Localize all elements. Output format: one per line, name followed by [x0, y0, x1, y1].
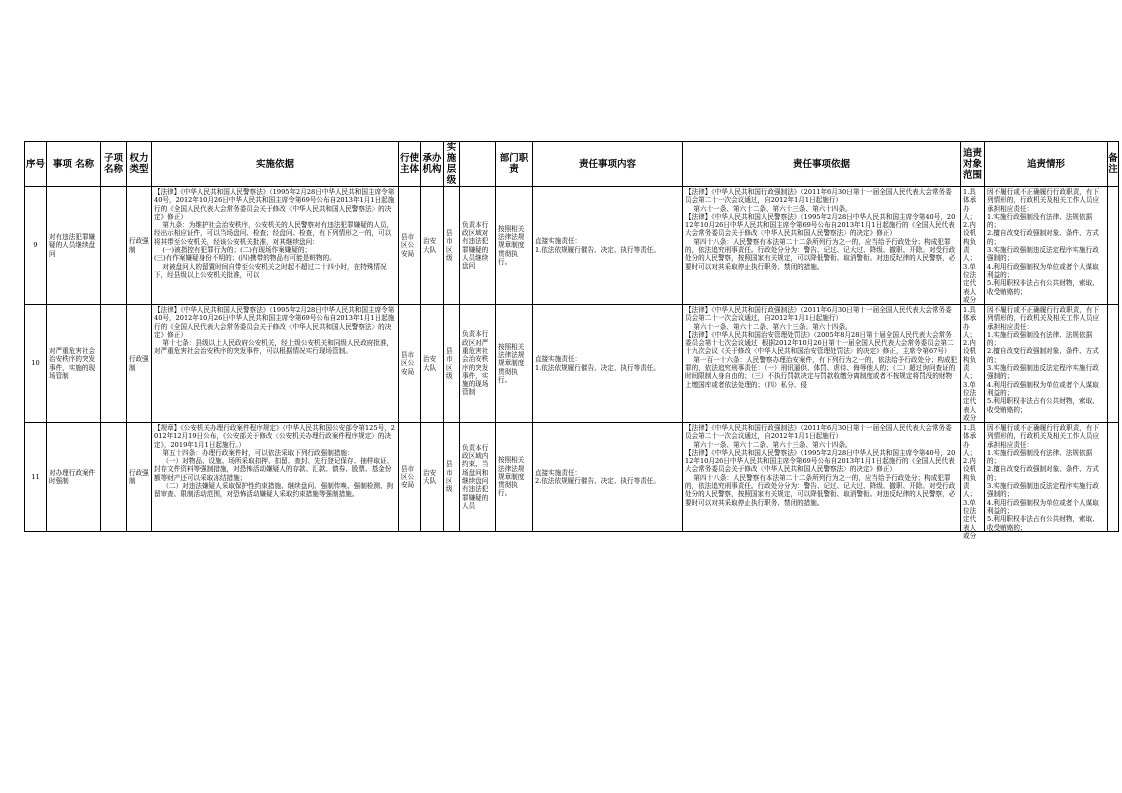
row-basis: 【规章】《公安机关办理行政案件程序规定》（中华人民共和国公安部令第125号，2012年12月19日公布，《公安部关于修改〈公安机关办理行政案件程序规定〉的决定》，2019年1月1日起施行。） 第五十四条：办理行政案件时，可以依法采取下列行政强制措施： （一）对物品、设施、场所采取扣押、扣留、查封、先行登记保存、抽样取证、封存文件资料等强制措施，对恐怖活动嫌疑人的存款、汇款、债券、股票、基金份额等财产还可以采取冻结措施； （二）对违法嫌疑人采取保护性约束措施、继续盘问、强制传唤、强制检测、拘留审查、限制活动范围，对恐怖活动嫌疑人采取约束措施等强制措施。	[154, 424, 395, 499]
row-scope: 1.具体承办人； 2.内设机构负责人； 3.单位法定代表人或分	[963, 306, 977, 422]
row-resp-basis: 【法律】《中华人民共和国行政强制法》（2011年6月30日第十一届全国人民代表大会常务委员会第二十一次会议通过，自2012年1月1日起施行） 第六十一条、第六十二条、第六十三条、第六十四条。 【法律】《中华人民共和国人民警察法》（1995年2月28日中华人民共和国主席令第40号，2012年10月26日中华人民共和国主席令第69号公布自2013年1月1日起施行的《全国人民代表大会常务委员会关于修改〈中华人民共和国人民警察法〉的决定》修正） 第四十八条：人民警察有本法第二十二条所列行为之一的，应当给予行政处分；构成犯罪的，依法追究刑事责任。行政处分分为：警告、记过、记大过、降级、撤职、开除。对受行政处分的人民警察，按照国家有关规定，可以降低警衔、取消警衔。对违反纪律的人民警察，必要时可以对其采取停止执行职务、禁闭的措施。	[685, 188, 956, 271]
header-row	[25, 142, 1119, 187]
row-duty: 按照相关法律法规规章制度贯彻执行。	[498, 342, 525, 384]
table-row	[25, 423, 1119, 532]
row-item-name: 对办理行政案件时强制	[49, 468, 96, 485]
row-resp-basis: 【法律】《中华人民共和国行政强制法》（2011年6月30日第十一届全国人民代表大会常务委员会第二十一次会议通过，自2012年1月1日起施行） 第六十一条、第六十二条、第六十三条、第六十四条。 【法律】《中华人民共和国治安管理处罚法》（2005年8月28日第十届全国人民代表大会常务委员会第十七次会议通过 根据2012年10月26日第十一届全国人民代表大会常务委员会第二十九次会议《关于修改〈中华人民共和国治安管理处罚法〉的决定》修正，主席令第67号） 第一百一十六条：人民警察办理治安案件，有下列行为之一的，依法给予行政处分；构成犯罪的，依法追究刑事责任：（一）刑讯逼供、体罚、虐待、侮辱他人的；（二）超过询问查证的时间限制人身自由的；（三）不执行罚款决定与罚款收缴分离制度或者不按规定将罚没的财物上缴国库或者依法处理的；（四）私分、侵	[685, 306, 958, 389]
table-row	[25, 187, 1119, 305]
row-power-type: 行政强制	[129, 237, 149, 254]
row-agent: 县市区公安局	[401, 464, 415, 490]
row-situations: 因不履行或不正确履行行政职责，有下列情形的，行政机关及相关工作人员应承担相应责任： 1.实施行政强制没有法律、法规依据的； 2.擅自改变行政强制对象、条件、方式的； 3.实施行政强制违反法定程序实施行政强制的； 4.利用行政强制权为单位或者个人谋取利益的； 5.利用职权非法占有公共财物，索取、收受贿赂的；	[987, 306, 1100, 414]
row-resp-content: 直接实施责任： 1.依法依规履行催告、决定、执行等责任。	[535, 237, 660, 254]
row-agent: 县市区公安局	[401, 351, 415, 376]
header-blank	[460, 142, 496, 187]
header-agent: 行使主体	[399, 142, 421, 187]
row-scope: 1.具体承办人； 2.内设机构负责人； 3.单位法定代表人或分	[963, 188, 977, 304]
row-note	[1108, 363, 1118, 365]
row-duty: 按照相关法律法规规章制度贯彻执行。	[498, 224, 525, 266]
header-resp: 责任事项内容	[533, 142, 683, 187]
header-note: 备注	[1108, 142, 1119, 187]
row-seq: 9	[33, 241, 38, 250]
row-responsibility-scope: 负责本行政区域对有违法犯罪嫌疑的人员继续盘问	[462, 220, 489, 271]
row-org: 治安大队	[423, 468, 437, 485]
row-note	[1108, 476, 1118, 478]
header-org: 承办机构	[421, 142, 444, 187]
row-scope: 1.具体承办人； 2.内设机构负责人； 3.单位法定代表人或分	[963, 424, 977, 540]
table-row	[25, 305, 1119, 423]
row-basis: 【法律】《中华人民共和国人民警察法》（1995年2月28日中华人民共和国主席令第40号，2012年10月26日中华人民共和国主席令第69号公布自2013年1月1日起施行的《全国人民代表大会常务委员会关于修改〈中华人民共和国人民警察法〉的决定》修正） 第十七条：县级以上人民政府公安机关，经上级公安机关和同级人民政府批准，对严重危害社会治安秩序的突发事件，可以根据情况实行现场管制。	[154, 306, 395, 356]
responsibility-table	[24, 141, 1119, 540]
row-item-name: 对严重危害社会治安秩序的突发事件，实施的现场管制	[49, 346, 96, 380]
header-scope: 追责对象范围	[961, 142, 985, 187]
row-seq: 11	[31, 472, 40, 481]
row-resp-basis: 【法律】《中华人民共和国行政强制法》（2011年6月30日第十一届全国人民代表大会常务委员会第二十一次会议通过，自2012年1月1日起施行） 第六十一条、第六十二条、第六十三条、第六十四条。 【法律】《中华人民共和国人民警察法》（1995年2月28日中华人民共和国主席令第40号，2012年10月26日中华人民共和国主席令第69号公布自2013年1月1日起施行的《全国人民代表大会常务委员会关于修改〈中华人民共和国人民警察法〉的决定》修正） 第四十八条：人民警察有本法第二十二条所列行为之一的，应当给予行政处分；构成犯罪的，依法追究刑事责任。行政处分分为：警告、记过、记大过、降级、撤职、开除。对受行政处分的人民警察，按照国家有关规定，可以降低警衔、取消警衔。对违反纪律的人民警察，必要时可以对其采取停止执行职务、禁闭的措施。	[685, 424, 956, 507]
header-seq: 序号	[25, 142, 47, 187]
row-power-type: 行政强制	[129, 468, 149, 485]
header-sub: 子项名称	[101, 142, 127, 187]
header-item: 事项 名称	[47, 142, 101, 187]
header-type: 权力类型	[127, 142, 152, 187]
row-situations: 因不履行或不正确履行行政职责，有下列情形的，行政机关及相关工作人员应承担相应责任： 1.实施行政强制没有法律、法规依据的； 2.擅自改变行政强制对象、条件、方式的； 3.实施行政强制违反法定程序实施行政强制的； 4.利用行政强制权为单位或者个人谋取利益的； 5.利用职权非法占有公共财物，索取、收受贿赂的；	[987, 188, 1100, 296]
row-power-type: 行政强制	[129, 355, 149, 372]
row-resp-content: 直接实施责任： 2.依法依规履行催告、决定、执行等责任。	[535, 468, 660, 485]
header-basis: 实施依据	[152, 142, 399, 187]
row-duty: 按照相关法律法规规章制度贯彻执行。	[498, 456, 525, 498]
row-note	[1108, 245, 1118, 247]
row-responsibility-scope: 负责本行政区域内约束、当场盘问和继续盘问有违法犯罪嫌疑的人员	[462, 443, 489, 510]
row-sub-item	[101, 476, 126, 478]
row-situations: 因不履行或不正确履行行政职责，有下列情形的，行政机关及相关工作人员应承担相应责任： 1.实施行政强制没有法律、法规依据的； 2.擅自改变行政强制对象、条件、方式的； 3.实施行政强制违反法定程序实施行政强制的； 4.利用行政强制权为单位或者个人谋取利益的； 5.利用职权非法占有公共财物，索取、收受贿赂的；	[987, 424, 1100, 532]
row-org: 治安大队	[423, 237, 437, 254]
header-duty: 部门职责	[496, 142, 533, 187]
header-respbasis: 责任事项依据	[683, 142, 961, 187]
row-seq: 10	[31, 359, 40, 368]
header-level: 实施层级	[444, 142, 460, 187]
row-basis: 【法律】《中华人民共和国人民警察法》（1995年2月28日中华人民共和国主席令第40号，2012年10月26日中华人民共和国主席令第69号公布自2013年1月1日起施行的《全国人民代表大会常务委员会关于修改〈中华人民共和国人民警察法〉的决定》修正） 第九条：为维护社会治安秩序，公安机关的人民警察对有违法犯罪嫌疑的人员，经出示相应证件，可以当场盘问、检查；经盘问、检查，有下列情形之一的，可以将其带至公安机关，经该公安机关批准，对其继续盘问： (一)被指控有犯罪行为的；(二)有现场作案嫌疑的； (三)有作案嫌疑身份不明的；(四)携带的物品有可能是赃物的。 对被盘问人的留置时间自带至公安机关之时起不超过二十四小时，在特殊情况下，经县级以上公安机关批准，可以	[154, 188, 395, 279]
row-sub-item	[101, 245, 126, 247]
row-agent: 县市区公安局	[401, 233, 415, 258]
row-responsibility-scope: 负责本行政区对严重危害社会治安秩序的突发事件，实施的现场管制	[462, 330, 489, 397]
row-level: 县市区级	[446, 228, 453, 262]
row-org: 治安大队	[423, 355, 437, 372]
row-sub-item	[101, 363, 126, 365]
row-resp-content: 直接实施责任： 1.依法依规履行催告、决定、执行等责任。	[535, 355, 660, 372]
row-level: 县市区级	[446, 346, 453, 380]
row-level: 县市区级	[446, 460, 453, 494]
row-item-name: 对有违法犯罪嫌疑的人员继续盘问	[49, 233, 96, 258]
header-sit: 追责情形	[985, 142, 1108, 187]
